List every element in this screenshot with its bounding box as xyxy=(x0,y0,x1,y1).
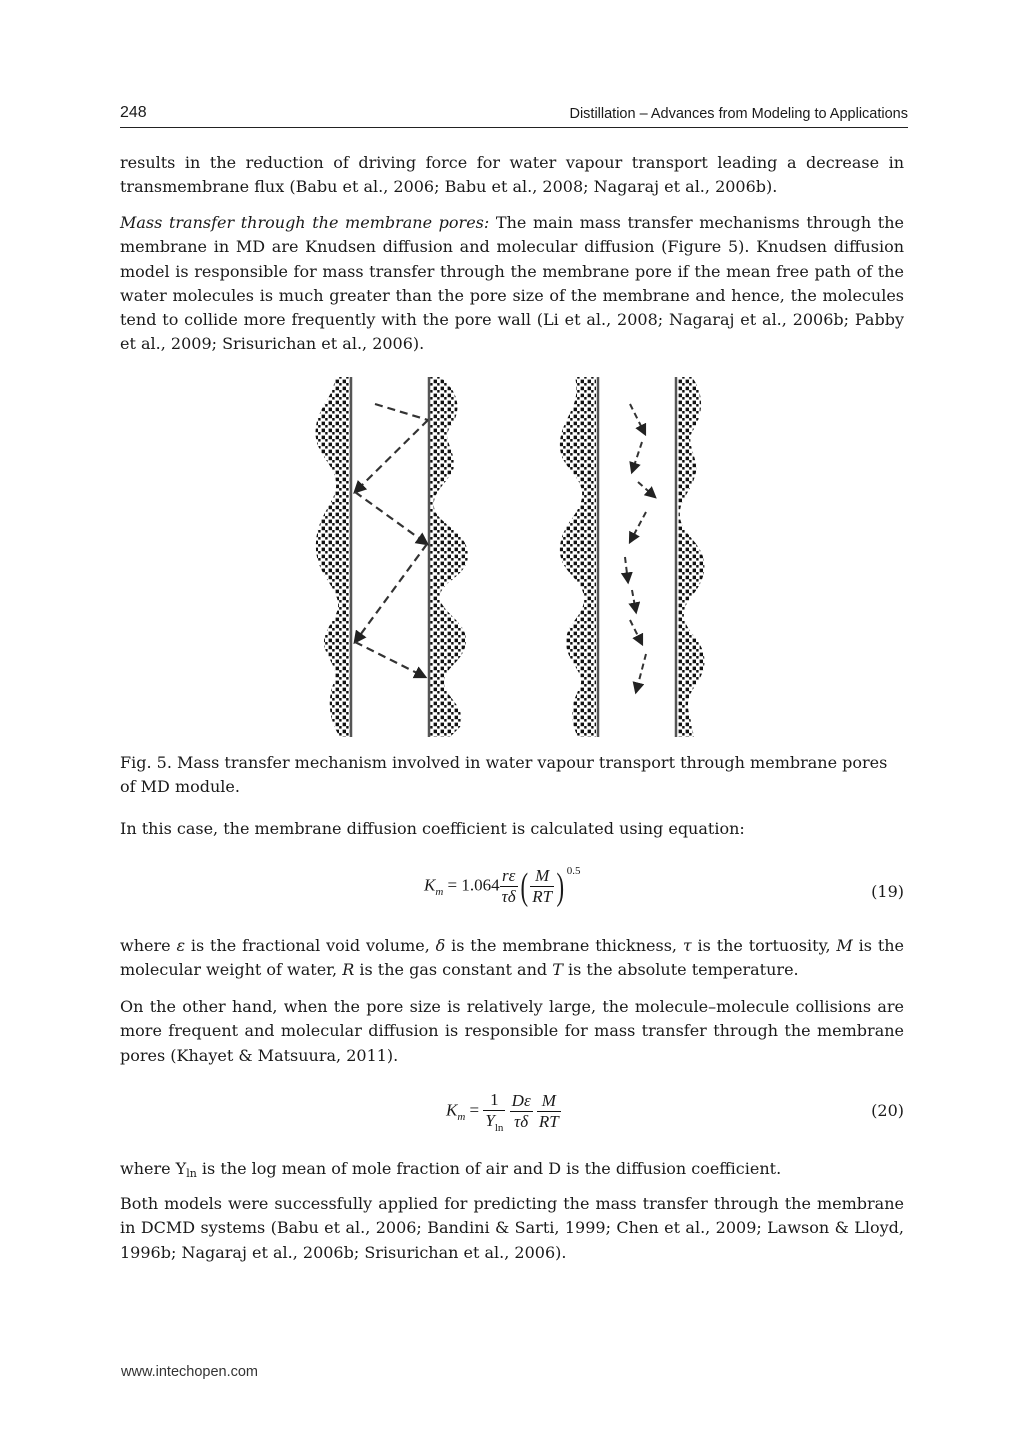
eq19-fraction-2: $\frac{M}{RT}$ xyxy=(532,866,553,906)
equation-19 xyxy=(424,866,581,907)
eq19-lhs: K xyxy=(424,875,436,895)
eq19-lhs-sub: m xyxy=(435,886,444,899)
paragraph-body: The main mass transfer mechanisms through the membrane in MD are Knudsen diffusion and molecular diffusion (Figure 5). Knudsen diffusion model is responsible for mass transfer through the membrane pore if the mean free path of the water molecules is much greater than the pore size of the membrane and hence, the molecules tend to collide more frequently with the pore wall (Li et al., 2008; Nagaraj et al., 2006b; Pabby et al., 2009; Srisurichan et al., 2006). xyxy=(120,213,905,354)
eq19-exponent: 0.5 xyxy=(566,865,581,878)
eq20-lhs: K xyxy=(446,1100,458,1120)
molecular-diffusion-panel xyxy=(560,377,705,737)
paragraph-flux-reduction: results in the reduction of driving force for water vapour transport leading a decrease in transmembrane flux (Babu et al., 2006; Babu et al., 2008; Nagaraj et al., 2006b). xyxy=(120,153,904,197)
eq20-fraction-1: $\frac{1}{Y_{ln}}$ xyxy=(485,1090,504,1134)
paragraph-eq19-variables: where ε is the fractional void volume, δ is the membrane thickness, τ is the tortuosity, M is the molecular weight of water, R is the gas constant and T is the absolute temperature. xyxy=(120,936,905,980)
knudsen-arrow-2 xyxy=(355,492,427,544)
eq20-fraction-2: $\frac{D\varepsilon}{\tau\delta}$ xyxy=(511,1091,531,1131)
knudsen-arrow-1 xyxy=(355,420,428,492)
paragraph-lead-italic: Mass transfer through the membrane pores: xyxy=(120,213,490,232)
equation-20 xyxy=(446,1090,561,1133)
right-pore-wall-texture xyxy=(678,377,704,737)
molecular-diffusion-arrows xyxy=(625,404,655,692)
eq20-lhs-sub: m xyxy=(457,1111,466,1124)
eq19-coefficient: 1.064 xyxy=(461,875,500,895)
header-rule xyxy=(120,127,908,128)
left-pore-wall-texture xyxy=(316,377,350,737)
eq19-equals: = xyxy=(447,875,458,895)
left-pore-wall-texture xyxy=(560,377,596,737)
paragraph-mass-transfer-pores xyxy=(120,211,904,357)
knudsen-diffusion-panel xyxy=(316,377,469,737)
page-number: 248 xyxy=(120,104,147,121)
paragraph-molecular-diffusion: On the other hand, when the pore size is relatively large, the molecule–molecule collisions are more frequent and molecular diffusion is responsible for mass transfer through the membrane pores (Khayet & Matsuura, 2011). xyxy=(120,997,904,1065)
running-header-title: Distillation – Advances from Modeling to Applications xyxy=(569,106,908,122)
right-pore-wall-texture xyxy=(430,377,468,737)
eq20-fraction-3: $\frac{M}{RT}$ xyxy=(538,1091,559,1131)
figure-5-caption: Fig. 5. Mass transfer mechanism involved in water vapour transport through membrane pores of MD module. xyxy=(120,753,888,796)
paragraph-models-applied: Both models were successfully applied for predicting the mass transfer through the membrane in DCMD systems (Babu et al., 2006; Bandini & Sarti, 1999; Chen et al., 2009; Lawson & Lloyd, 1996b; Nagaraj et al., 2006b; Srisurichan et al., 2006). xyxy=(120,1194,904,1262)
paragraph-eq20-variables: where Yln is the log mean of mole fraction of air and D is the diffusion coefficient. xyxy=(120,1159,782,1180)
eq19-left-paren: ( xyxy=(520,865,528,908)
paragraph-eq19-intro: In this case, the membrane diffusion coefficient is calculated using equation: xyxy=(120,819,745,838)
equation-19-number: (19) xyxy=(871,882,904,901)
figure-5-membrane-pore-diagram xyxy=(300,372,740,742)
eq20-equals: = xyxy=(469,1100,480,1120)
eq19-fraction-1: $\frac{r\varepsilon}{\tau\delta}$ xyxy=(501,866,516,906)
eq19-right-paren: ) xyxy=(556,865,565,908)
footer-url: www.intechopen.com xyxy=(121,1364,259,1380)
knudsen-arrow-4 xyxy=(355,642,425,677)
knudsen-molecule-path xyxy=(375,404,428,420)
knudsen-arrow-3 xyxy=(355,544,427,642)
equation-20-number: (20) xyxy=(871,1101,904,1120)
